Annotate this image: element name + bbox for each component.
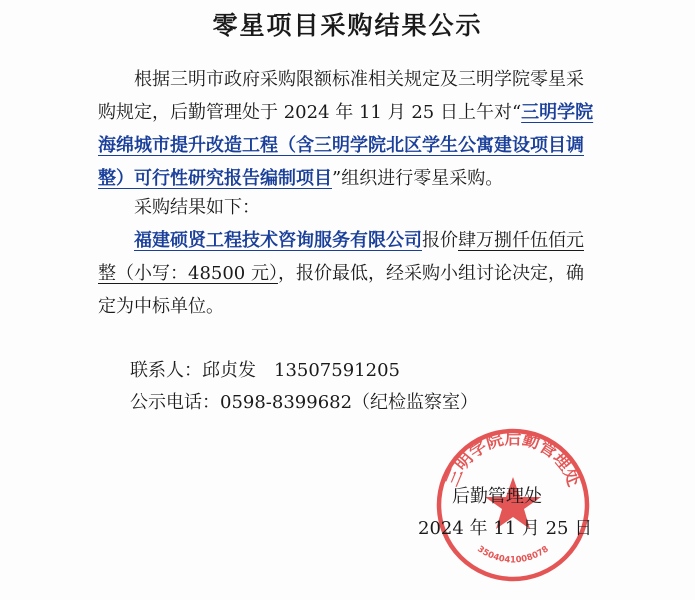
intro-paragraph — [98, 63, 598, 195]
quote-price: 肆万捌仟伍佰元整（小写：48500 元） — [98, 230, 584, 284]
project-name: 三明学院海绵城市提升改造工程（含三明学院北区学生公寓建设项目调整）可行性研究报告编制项目 — [98, 102, 594, 189]
intro-text-end: ”组织进行零星采购。 — [332, 168, 504, 189]
signature-date: 2024 年 11 月 25 日 — [418, 518, 593, 539]
seal-code-text: 3504041008078 — [475, 544, 551, 566]
document-title: 零星项目采购结果公示 — [212, 11, 483, 40]
contact-person: 联系人：邱贞发 13507591205 — [130, 360, 400, 381]
seal-name-text: 三明学院后勤管理处 — [442, 428, 584, 490]
intro-text: 根据三明市政府采购限额标准相关规定及三明学院零星采购规定，后勤管理处于 2024 年 11 月 25 日上午对“ — [98, 69, 584, 123]
svg-text:3504041008078 — [475, 544, 550, 565]
winning-company: 福建硕贤工程技术咨询服务有限公司 — [134, 230, 422, 251]
public-phone: 公示电话：0598-8399682（纪检监察室） — [130, 392, 479, 413]
result-heading — [98, 191, 598, 224]
result-paragraph — [98, 224, 598, 323]
result-text: ，报价最低，经采购小组讨论决定，确定为中标单位。 — [98, 263, 584, 317]
quote-label: 报价 — [422, 230, 458, 251]
signature-department: 后勤管理处 — [452, 486, 542, 507]
result-heading-text: 采购结果如下： — [134, 197, 260, 218]
